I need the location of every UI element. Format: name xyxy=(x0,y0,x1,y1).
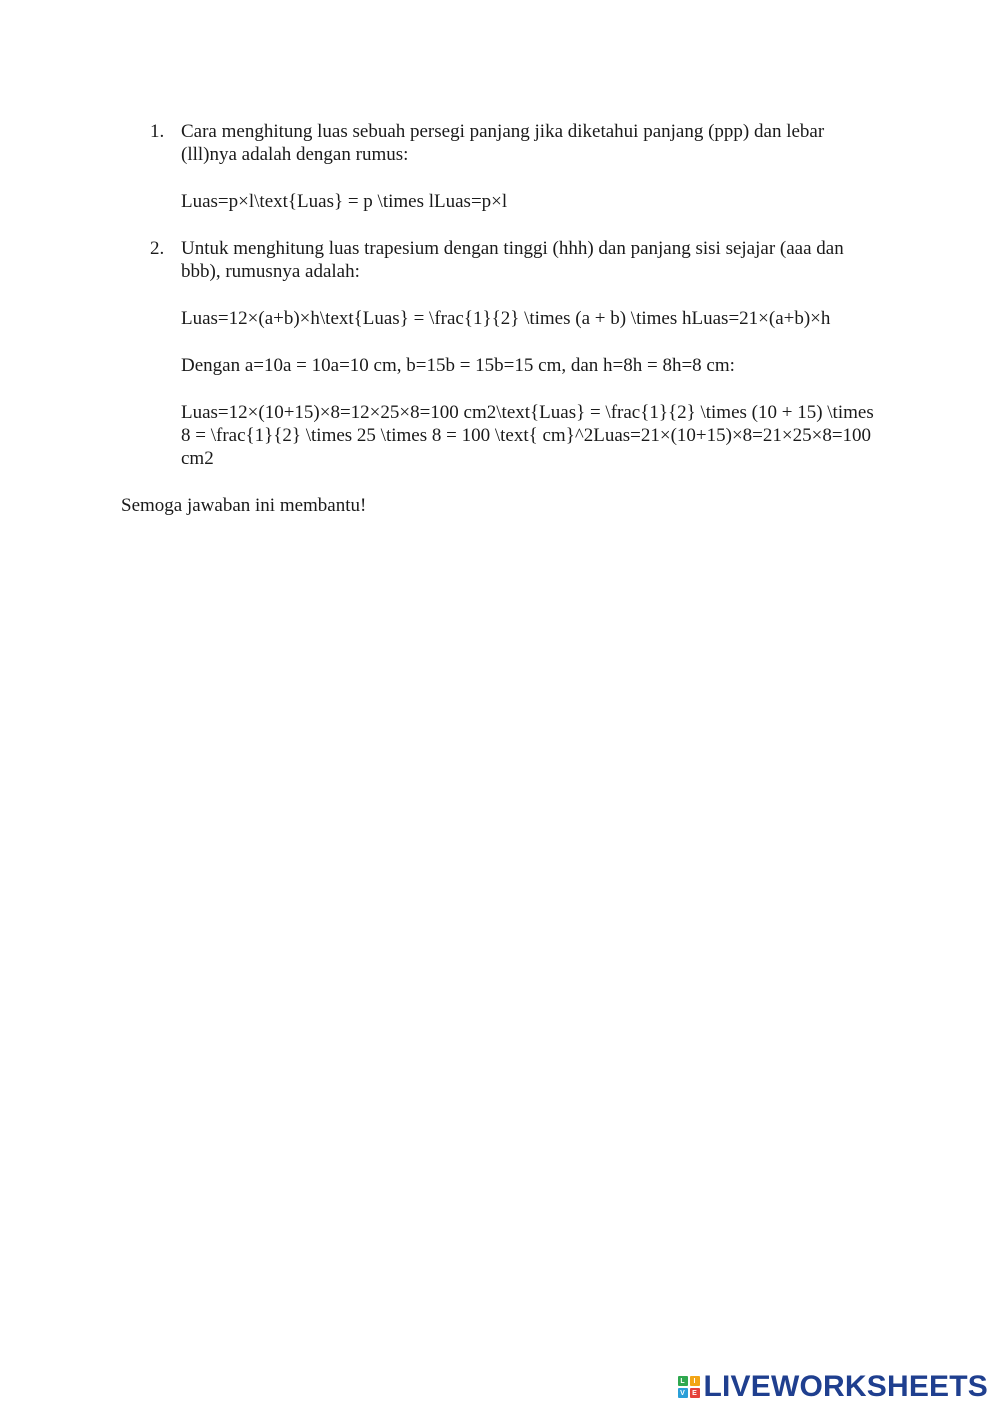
paragraph: Dengan a=10a = 10a=10 cm, b=15b = 15b=15 cm, dan h=8h = 8h=8 cm: xyxy=(181,355,735,376)
logo-cell: I xyxy=(690,1376,700,1386)
paragraph: Cara menghitung luas sebuah persegi panjang jika diketahui panjang (ppp) dan lebar (lll)nya adalah dengan rumus: xyxy=(181,121,825,165)
logo-mark-icon xyxy=(678,1376,700,1398)
logo-cell: V xyxy=(678,1388,688,1398)
formula-line: Luas=12×(10+15)×8=12×25×8=100 cm2\text{Luas} = \frac{1}{2} \times (10 + 15) \times 8 = \frac{1}{2} \times 25 \times 8 = 100 \text{ cm}^2Luas=21×(10+15)×8=21×25×8=100 cm2 xyxy=(181,402,874,469)
liveworksheets-logo xyxy=(678,1370,989,1404)
list-item xyxy=(150,237,880,470)
logo-cell: E xyxy=(690,1388,700,1398)
list-number: 2. xyxy=(150,238,165,259)
list-number: 1. xyxy=(150,121,165,142)
paragraph: Untuk menghitung luas trapesium dengan tinggi (hhh) dan panjang sisi sejajar (aaa dan bbb), rumusnya adalah: xyxy=(181,238,844,282)
closing-text: Semoga jawaban ini membantu! xyxy=(121,495,367,516)
list-item xyxy=(150,120,880,213)
logo-cell: L xyxy=(678,1376,688,1386)
answer-list xyxy=(150,120,880,470)
formula-line: Luas=12×(a+b)×h\text{Luas} = \frac{1}{2} \times (a + b) \times hLuas=21×(a+b)×h xyxy=(181,308,831,329)
formula-line: Luas=p×l\text{Luas} = p \times lLuas=p×l xyxy=(181,191,508,212)
logo-wordmark: LIVEWORKSHEETS xyxy=(703,1370,988,1403)
